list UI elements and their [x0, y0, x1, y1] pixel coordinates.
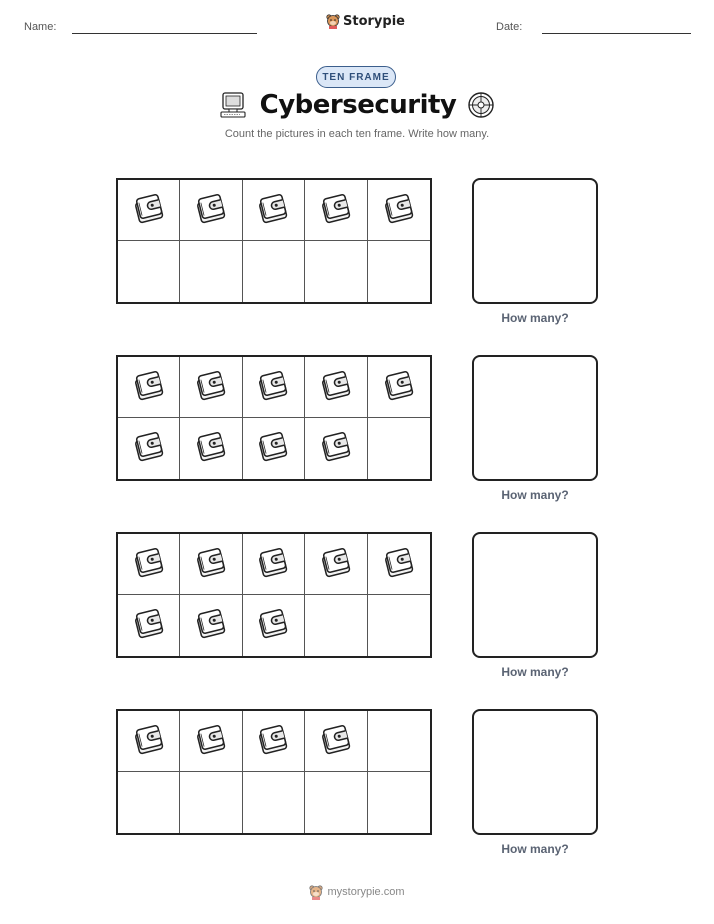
frame-cell [368, 534, 430, 595]
wallet-icon [192, 543, 230, 586]
how-many-label-1: How many? [501, 311, 569, 325]
frame-cell [368, 180, 430, 241]
name-line[interactable] [72, 33, 257, 34]
frame-cell [243, 534, 305, 595]
frame-cell [180, 595, 242, 656]
instructions: Count the pictures in each ten frame. Write how many. [224, 128, 490, 140]
wallet-icon [317, 366, 355, 409]
wallet-icon [130, 604, 168, 647]
frame-cell [118, 180, 180, 241]
how-many-label-2: How many? [501, 488, 569, 502]
wallet-icon [317, 720, 355, 763]
page-title: Cybersecurity [259, 90, 457, 120]
frame-cell [243, 357, 305, 418]
frame-cell [180, 357, 242, 418]
frame-cell [118, 241, 180, 302]
frame-cell [118, 534, 180, 595]
ten-frame-2 [116, 355, 432, 481]
answer-box-4[interactable] [472, 709, 598, 835]
frame-cell [368, 241, 430, 302]
wallet-icon [192, 604, 230, 647]
brand-logo [326, 13, 405, 29]
wallet-icon [130, 366, 168, 409]
wallet-icon [317, 189, 355, 232]
frame-cell [305, 772, 367, 833]
wallet-icon [130, 543, 168, 586]
footer [0, 884, 714, 900]
wallet-icon [192, 427, 230, 470]
wallet-icon [254, 366, 292, 409]
name-label: Name: [24, 21, 57, 33]
wallet-icon [254, 189, 292, 232]
frame-cell [368, 418, 430, 479]
wallet-icon [192, 366, 230, 409]
wallet-icon [317, 427, 355, 470]
frame-cell [368, 357, 430, 418]
wallet-icon [254, 720, 292, 763]
brand-name: Storypie [343, 13, 405, 29]
frame-cell [305, 180, 367, 241]
storypie-mascot-icon [326, 13, 340, 29]
wallet-icon [380, 189, 418, 232]
frame-cell [180, 772, 242, 833]
date-line[interactable] [542, 33, 691, 34]
ten-frame-1 [116, 178, 432, 304]
frame-cell [368, 711, 430, 772]
frame-cell [243, 772, 305, 833]
wallet-icon [130, 720, 168, 763]
frame-cell [305, 241, 367, 302]
wallet-icon [130, 189, 168, 232]
answer-box-1[interactable] [472, 178, 598, 304]
wallet-icon [317, 543, 355, 586]
frame-cell [180, 711, 242, 772]
date-label: Date: [496, 21, 523, 33]
how-many-label-4: How many? [501, 842, 569, 856]
footer-site[interactable]: mystorypie.com [327, 886, 405, 898]
frame-cell [243, 180, 305, 241]
wallet-icon [380, 366, 418, 409]
frame-cell [180, 180, 242, 241]
answer-box-3[interactable] [472, 532, 598, 658]
frame-cell [118, 357, 180, 418]
frame-cell [305, 711, 367, 772]
shield-icon [466, 90, 496, 120]
wallet-icon [192, 189, 230, 232]
frame-cell [180, 241, 242, 302]
computer-icon [218, 90, 250, 120]
wallet-icon [130, 427, 168, 470]
frame-cell [243, 418, 305, 479]
frame-cell [305, 357, 367, 418]
frame-cell [305, 418, 367, 479]
frame-cell [118, 595, 180, 656]
how-many-label-3: How many? [501, 665, 569, 679]
ten-frame-3 [116, 532, 432, 658]
frame-cell [243, 711, 305, 772]
frame-cell [180, 418, 242, 479]
ten-frame-4 [116, 709, 432, 835]
frame-cell [243, 595, 305, 656]
answer-box-2[interactable] [472, 355, 598, 481]
title-row [0, 90, 714, 120]
frame-cell [118, 418, 180, 479]
storypie-mascot-icon [309, 884, 323, 900]
frame-cell [305, 534, 367, 595]
frame-cell [368, 772, 430, 833]
frame-cell [180, 534, 242, 595]
wallet-icon [192, 720, 230, 763]
frame-cell [368, 595, 430, 656]
wallet-icon [254, 427, 292, 470]
wallet-icon [254, 604, 292, 647]
frame-cell [118, 772, 180, 833]
ten-frame-badge: TEN FRAME [316, 66, 396, 88]
frame-cell [305, 595, 367, 656]
frame-cell [118, 711, 180, 772]
frame-cell [243, 241, 305, 302]
wallet-icon [254, 543, 292, 586]
wallet-icon [380, 543, 418, 586]
